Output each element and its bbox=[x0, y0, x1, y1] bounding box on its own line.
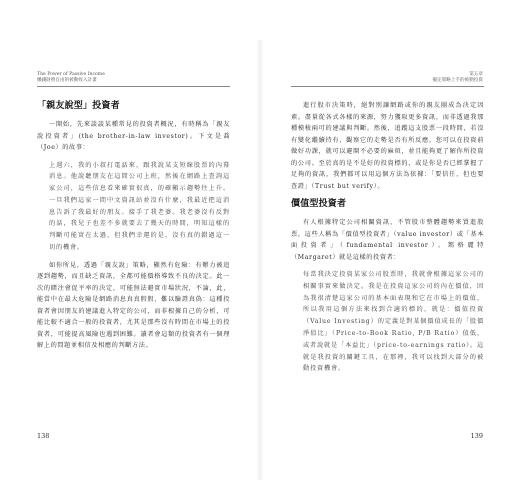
left-paragraph-2: 如你所見，透過「親友說」策略，顯然有危險：有辦力被追逐到趨勢，而且缺乏資訊，全都可能價格導致不良的決定。此一次的賭注會促平率的決定，可能無法避實市場狀況，不論，此，能當中在最大危險是網路消息真真假假，難以驗證真偽：這種投資者會因朋友的建議進入特定的公司，而非根據自己的分析，可能比較不適合一般的投資者，尤其是那些沒有時間在市場上的投資者，可能提高風險也遇到困難。讀者會這類的投資者有一個理解上的問題並相信及相應的判斷方法。 bbox=[37, 261, 230, 350]
left-page bbox=[0, 0, 259, 500]
right-header-rule bbox=[291, 86, 484, 87]
right-running-head-chapter: 第五章 bbox=[469, 72, 483, 77]
left-header-rule bbox=[37, 86, 230, 87]
right-running-head bbox=[432, 72, 483, 84]
right-page bbox=[261, 0, 520, 500]
right-block-quote: 每當我決定投資某家公司股票時，我就會根據這家公司的相關事實來做決定。我是在投資這家公司的內在價值，因為我很清楚這家公司的基本面表現和它在市場上的價值，所以我用這個方法來找到合適的標的，就是：價值投資（Value Investing）的定義是對某個價值成長的「股價淨值比」（Price-to-Book Ratio, P/B Ratio）值低，或者說就是「本益比」（price-to-earnings ratio）。這就是我投資的關鍵工具，在那裡，我可以找到大部分的被動投資機會。 bbox=[303, 271, 484, 373]
left-text-column bbox=[37, 100, 230, 352]
left-paragraph-1: 一開始，先來談談某種常見的投資者概況，有時稱為「親友說投資者」(the brother-in-law investor)。下文是喬（Joe）的故事： bbox=[37, 121, 230, 151]
left-running-head bbox=[37, 72, 105, 84]
left-running-head-title: The Power of Passive Income bbox=[37, 72, 105, 77]
left-running-head-subtitle: 懶錢財務自由的被動收入計畫 bbox=[37, 78, 97, 83]
left-block-quote: 上週六，我的小叔打電話來，跟我說某支短線股票的內幕消息。他說聽朋友在這間公司上班，然後在網路上查詢這家公司，這些信息看來確實很真，的確顯示趨勢往上升。一旦我們這家一間中文資訊站並沒有什麼，我最近把這消息告訴了我最好的朋友。接手了我老婆。我老婆沒有反對的話，我兒子也差不多就要去了幾天的時間，明知這樣的判斷可能實在太過，但我們幸運的是，沒有真的錯過這一切的機會。 bbox=[49, 161, 230, 252]
right-section-heading: 價值型投資者 bbox=[291, 199, 347, 209]
left-section-heading: 「親友說型」投資者 bbox=[37, 101, 120, 111]
right-page-number: 139 bbox=[470, 432, 483, 440]
left-page-number: 138 bbox=[37, 432, 50, 440]
right-running-head-title: 擬定策略上手的被動投資 bbox=[432, 78, 483, 83]
right-paragraph-1: 進行股市決策時，絕對別讓網路或你的親友團成為決定因素。盡量從各式各樣的來源，努力獲取更多資訊，而非透過我那種模稜兩可的建議與判斷。然後，追蹤這支股票一段時間，若沒有變化繼續持有，觀察它的走勢是否有所反應。您可以在投資前做好功課，就可以避開不必要的麻煩，並且能夠更了解你所投資的公司。至於真的是不是好的投資標的，或是你是否已經掌握了足夠的資訊，我們都可以用這個方法為依據：「要信任，但也要查證」（Trust but verify）。 bbox=[291, 102, 484, 190]
right-text-column bbox=[291, 100, 484, 381]
right-paragraph-2: 有人根據特定公司相關資訊，不管股市整體趨勢來買進股票，這些人稱為「價值型投資者」（value investor）或「基本面投資者」（fundamental investor）。瑪格麗特（Margaret）就是這樣的投資者： bbox=[291, 219, 484, 261]
